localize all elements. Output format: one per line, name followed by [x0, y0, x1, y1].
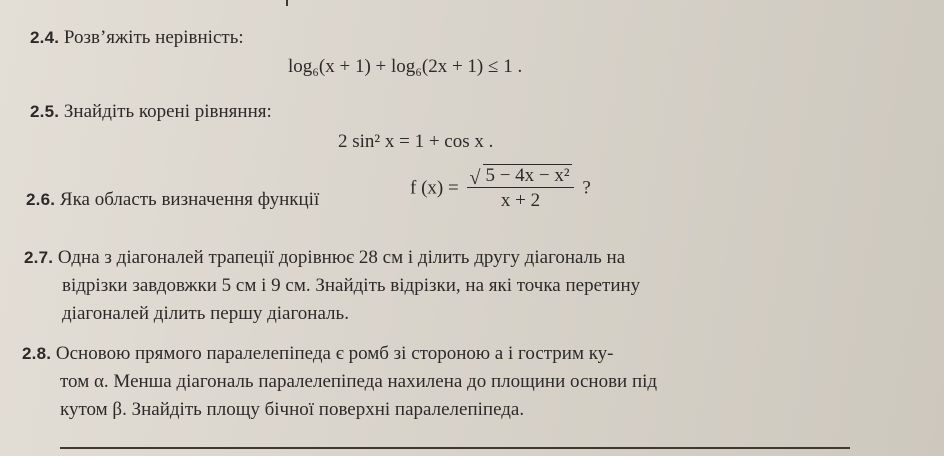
problem-line: кутом β. Знайдіть площу бічної поверхні паралелепіпеда. [60, 399, 525, 420]
problem-line: діагоналей ділить першу діагональ. [62, 303, 349, 324]
problem-number: 2.6. [26, 190, 56, 209]
sqrt-sign: √ 5 − 4x − x² [469, 165, 570, 189]
problem-text: Розв’яжіть нерівність: [63, 27, 244, 48]
page-mark [286, 0, 288, 6]
bottom-rule [60, 447, 850, 449]
problem-2-7 [24, 244, 640, 328]
problem-line: Одна з діагоналей трапеції дорівнює 28 см і ділить другу діагональ на [57, 247, 626, 268]
question-mark: ? [582, 177, 591, 199]
function-lhs: f (x) = [410, 177, 459, 199]
problem-line: том α. Менша діагональ паралелепіпеда нахилена до площини основи під [60, 371, 658, 392]
problem-number: 2.4. [30, 28, 60, 47]
problem-text: Яка область визначення функції [59, 189, 320, 210]
fraction-numerator [467, 165, 573, 188]
fraction [467, 165, 573, 212]
problem-number: 2.5. [30, 102, 60, 121]
problem-2-5 [30, 98, 272, 126]
problem-text: Знайдіть корені рівняння: [63, 101, 272, 122]
problem-2-4 [30, 24, 244, 52]
problem-line: відрізки завдовжки 5 см і 9 см. Знайдіть відрізки, на які точка перетину [62, 275, 641, 296]
fraction-denominator: x + 2 [500, 190, 541, 211]
problem-2-6 [26, 186, 319, 214]
problem-line: Основою прямого паралелепіпеда є ромб зі стороною a і гострим ку- [55, 343, 614, 364]
problem-number: 2.8. [22, 344, 52, 363]
formula-2-6 [410, 165, 591, 212]
radicand: 5 − 4x − x² [485, 165, 570, 186]
problem-number: 2.7. [24, 248, 54, 267]
formula-2-5: 2 sin² x = 1 + cos x . [338, 131, 494, 152]
formula-2-4: log₆(x + 1) + log₆(2x + 1) ≤ 1 . [288, 56, 523, 77]
problem-2-8 [22, 340, 657, 424]
